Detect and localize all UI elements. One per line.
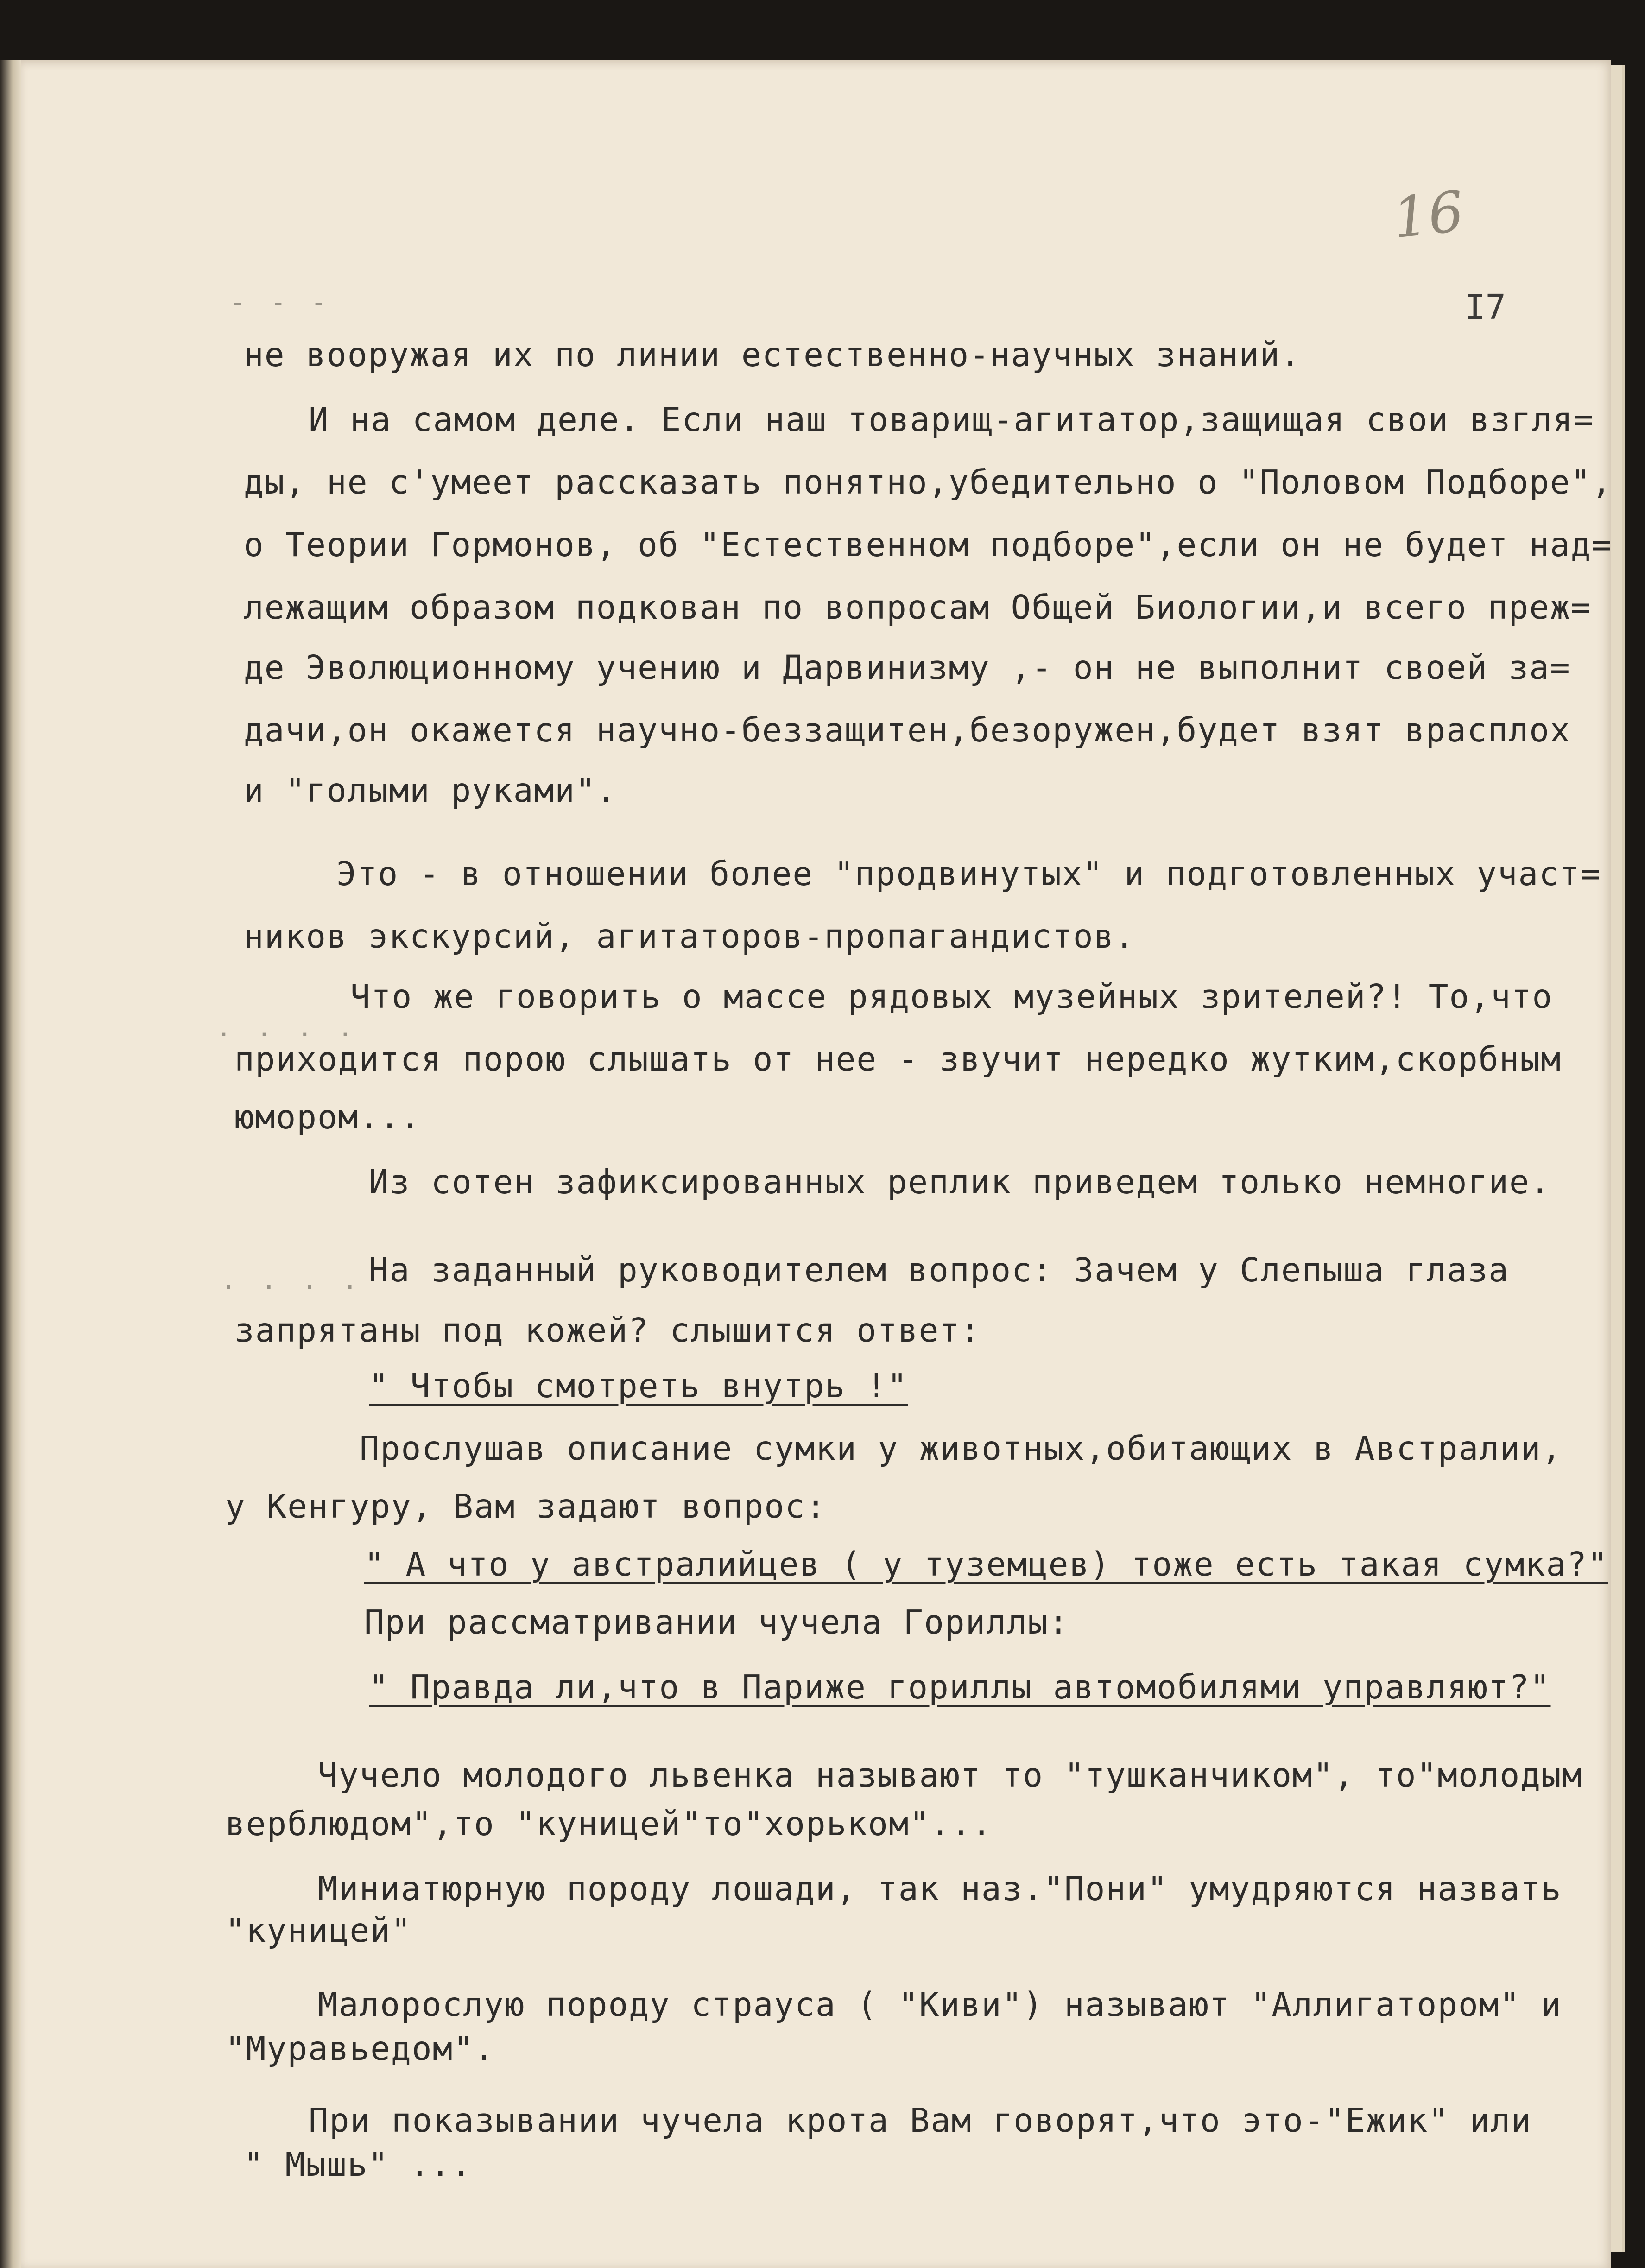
text-line: лежащим образом подкован по вопросам Общей Биологии,и всего преж= — [244, 588, 1592, 627]
text-line: При показывании чучела крота Вам говорят,что это-"Ежик" или — [309, 2101, 1532, 2140]
text-line: ников экскурсий, агитаторов-пропагандистов. — [244, 917, 1136, 956]
text-line: приходится порою слышать от нее - звучит нередко жутким,скорбным — [234, 1040, 1562, 1078]
margin-mark: . . . . — [221, 1265, 363, 1295]
text-line: Это - в отношении более "продвинутых" и подготовленных участ= — [336, 855, 1601, 893]
text-line: При рассматривании чучела Гориллы: — [364, 1603, 1069, 1641]
text-line: верблюдом",то "куницей"то"хорьком"... — [225, 1805, 993, 1843]
text-line: "Муравьедом". — [225, 2029, 495, 2068]
quoted-reply: " А что у австралийцев ( у туземцев) тоже есть такая сумка?" — [364, 1545, 1608, 1584]
text-line: Из сотен зафиксированных реплик приведем только немногие. — [369, 1163, 1551, 1201]
margin-mark: - - - — [230, 287, 331, 317]
text-line: юмором... — [234, 1098, 421, 1136]
text-line: И на самом деле. Если наш товарищ-агитатор,защищая свои взгля= — [309, 400, 1594, 439]
quoted-reply: " Чтобы смотреть внутрь !" — [369, 1367, 908, 1405]
text-line: у Кенгуру, Вам задают вопрос: — [225, 1487, 827, 1526]
text-line: Чучело молодого львенка называют то "тушканчиком", то"молодым — [318, 1756, 1583, 1794]
text-line: Миниатюрную породу лошади, так наз."Пони" умудряются назвать — [318, 1869, 1562, 1908]
binding-edge — [0, 60, 21, 2268]
text-line: дачи,он окажется научно-беззащитен,безоружен,будет взят врасплох — [244, 711, 1571, 749]
text-line: На заданный руководителем вопрос: Зачем у Слепыша глаза — [369, 1251, 1510, 1289]
text-line: и "голыми руками". — [244, 771, 617, 810]
text-line: запрятаны под кожей? слышится ответ: — [234, 1311, 981, 1349]
text-line: " Мышь" ... — [244, 2145, 472, 2184]
text-line: о Теории Гормонов, об "Естественном подборе",если он не будет над= — [244, 526, 1613, 564]
text-line: "куницей" — [225, 1911, 412, 1950]
text-line: Прослушав описание сумки у животных,обитающих в Австралии, — [360, 1429, 1563, 1468]
quoted-reply: " Правда ли,что в Париже гориллы автомобилями управляют?" — [369, 1668, 1551, 1706]
text-line: Что же говорить о массе рядовых музейных зрителей?! То,что — [350, 977, 1553, 1016]
margin-mark: . . . . — [216, 1013, 358, 1043]
page-number: I7 — [1465, 287, 1506, 327]
text-line: Малорослую породу страуса ( "Киви") называют "Аллигатором" и — [318, 1985, 1562, 2024]
text-line: де Эволюционному учению и Дарвинизму ,- он не выполнит своей за= — [244, 648, 1571, 687]
text-line: ды, не с'умеет рассказать понятно,убедительно о "Половом Подборе", — [244, 463, 1613, 501]
archive-page-number: 16 — [1390, 179, 1467, 251]
text-line: не вооружая их по линии естественно-научных знаний. — [244, 336, 1302, 374]
document-page — [21, 60, 1611, 2268]
